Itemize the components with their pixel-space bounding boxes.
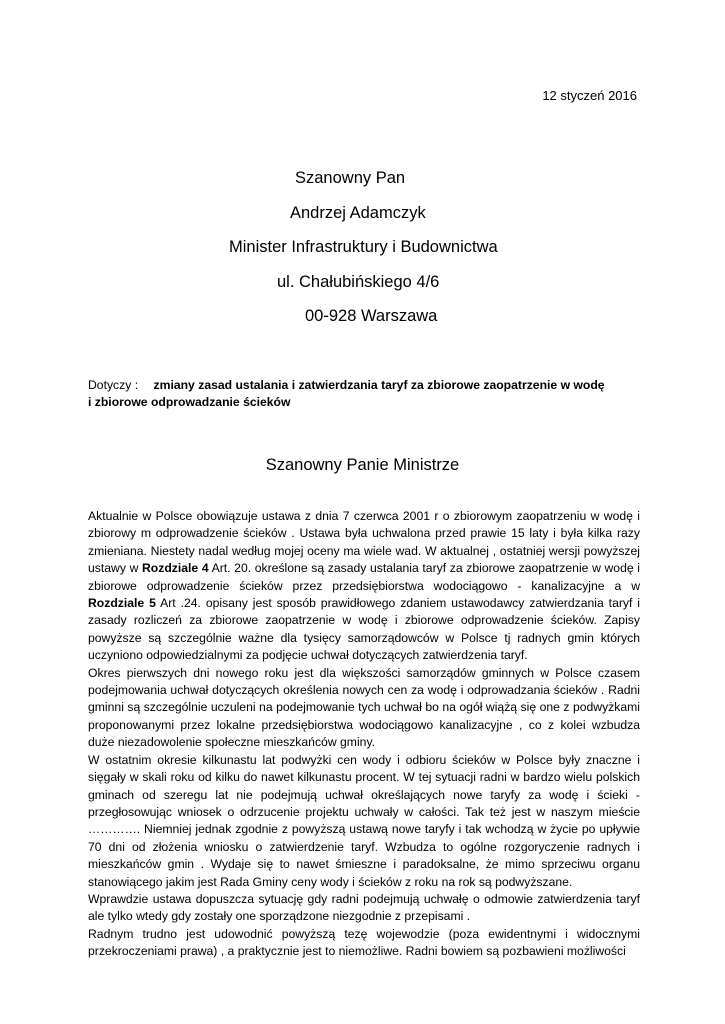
paragraph-1-bold-1: Rozdziale 4 (142, 561, 209, 576)
recipient-street: ul. Chałubińskiego 4/6 (277, 273, 440, 291)
paragraph-1-text-c: Art. 20. określone są zasady ustalania taryf za zbiorowe zaopatrzenie w wodę i zbiorowe odprowadzenie ścieków przez przedsiębiorstwa wodociągowo - kanalizacyjne a w (88, 561, 640, 593)
subject-block (88, 377, 648, 411)
subject-text-2: i zbiorowe odprowadzanie ścieków (88, 395, 291, 409)
paragraph-1-text-d: Art .24. opisany jest sposób prawidłowego zdaniem ustawodawcy zatwierdzania taryf i zasady rozliczeń za zbiorowe zaopatrzenie w wodę i zbiorowe odprowadzenie ścieków. Zapisy powyższe są szczególnie ważne dla tysięcy samorządowców w Polsce tj radnych gmin których uczyniono odpowiedzialnymi za podjęcie uchwał dotyczących zatwierdzenia taryf. (88, 596, 640, 663)
subject-label: Dotyczy : (88, 378, 139, 392)
subject-line-2 (88, 394, 648, 411)
recipient-city: 00-928 Warszawa (305, 307, 438, 325)
paragraph-4: Wprawdzie ustawa dopuszcza sytuację gdy radni podejmują uchwałę o odmowie zatwierdzenia taryf ale tylko wtedy gdy zostały one sporządzone niezgodnie z przepisami . (88, 891, 640, 924)
subject-line-1 (88, 377, 648, 394)
letter-date: 12 styczeń 2016 (542, 88, 637, 103)
paragraph-1-bold-2: Rozdziale 5 (88, 596, 156, 611)
recipient-name: Andrzej Adamczyk (290, 204, 426, 222)
subject-text-1: zmiany zasad ustalania i zatwierdzania taryf za zbiorowe zaopatrzenie w wodę (153, 378, 605, 392)
recipient-salutation: Szanowny Pan (295, 169, 406, 187)
paragraph-1-text-a: Aktualnie w Polsce obowiązuje ustawa z dnia 7 czerwca 2001 r o zbiorowym zaopatrzeniu w wodę i zbiorowy m odprowadzenie ścieków . Ustawa była uchwalona przed prawie 15 laty i była kilka razy zmieniana. Niestety nadal według mojej oceny ma wiele wad. W aktualnej , ostatniej wersji powyższej ustawy w (88, 509, 640, 576)
paragraph-2: Okres pierwszych dni nowego roku jest dla większości samorządów gminnych w Polsce czasem podejmowania uchwał dotyczących określenia nowych cen za wodę i odprowadzania ścieków . Radni gminni są szczególnie uczuleni na podejmowanie tych uchwał bo na ogół wiążą się one z podwyżkami proponowanymi przez lokalne przedsiębiorstwa wodociągowo kanalizacyjne , co z kolei wzbudza duże niezadowolenie społeczne mieszkańców gminy. (88, 665, 640, 750)
letter-body (88, 508, 640, 961)
paragraph-5: Radnym trudno jest udowodnić powyższą tezę wojewodzie (poza ewidentnymi i widocznymi przekroczeniami prawa) , a praktycznie jest to niemożliwe. Radni bowiem są pozbawieni możliwości (88, 926, 640, 959)
recipient-title: Minister Infrastruktury i Budownictwa (229, 238, 498, 256)
paragraph-3: W ostatnim okresie kilkunastu lat podwyżki cen wody i odbioru ścieków w Polsce były znaczne i sięgały w skali roku od kilku do nawet kilkunastu procent. W tej sytuacji radni w bardzo wielu polskich gminach od szeregu lat nie podejmują uchwał określających nowe taryfy za wodę i ścieki - przegłosowując wniosek o odrzucenie projektu uchwały w całości. Tak też jest w naszym mieście …………. Niemniej jednak zgodnie z powyższą ustawą nowe taryfy i tak wchodzą w życie po upływie 70 dni od złożenia wniosku o zatwierdzenie taryf. Wzbudza to ogólne rozgoryczenie radnych i mieszkańców gmin . Wydaje się to nawet śmieszne i paradoksalne, że mimo sprzeciwu organu stanowiącego jakim jest Rada Gminy ceny wody i ścieków z roku na rok są podwyższane. (88, 752, 640, 889)
greeting: Szanowny Panie Ministrze (265, 456, 460, 474)
paragraph-1 (88, 508, 640, 665)
